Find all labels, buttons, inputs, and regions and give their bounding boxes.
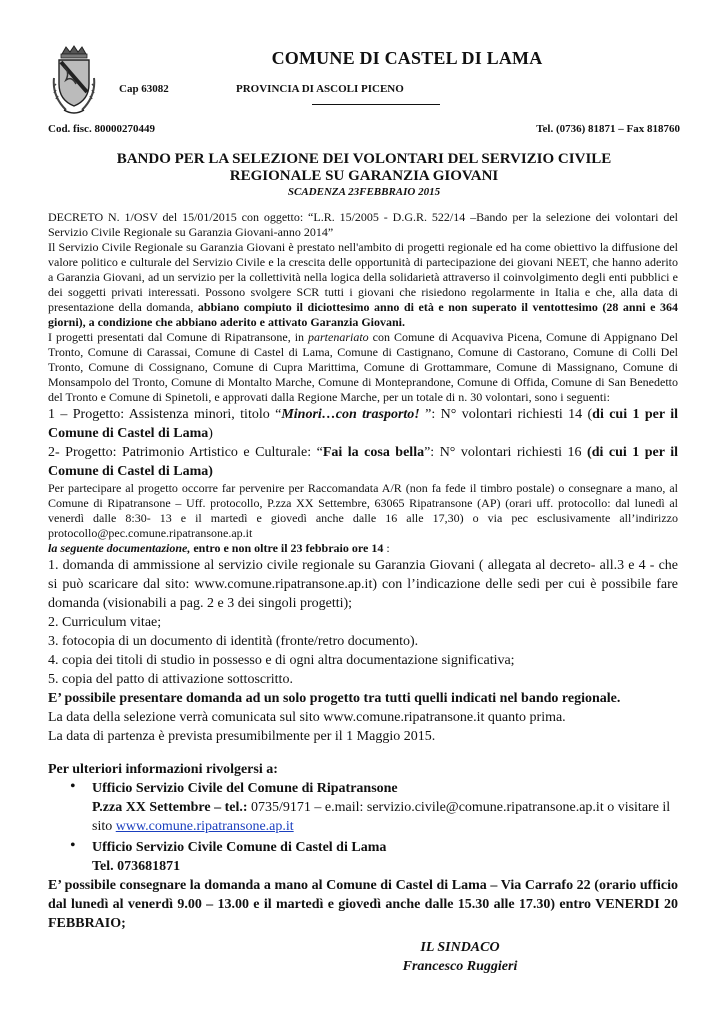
project-2-title: Fai la cosa bella [322,445,425,460]
intro-requirements: abbiano compiuto il diciottesimo anno di età e non superato il ventottesimo (28 anni e 364 giorni), a condizione che abbiano aderito e attivato Garanzia Giovani. [48,300,678,329]
ripatransone-website-link[interactable]: www.comune.ripatransone.ap.it [115,819,294,834]
doc-item-3: 3. fotocopia di un documento di identità (fronte/retro documento). [48,634,419,649]
projects-paragraph [48,330,678,405]
project-1-post: ) [208,426,213,441]
project-1-title: Minori…con trasporto! [281,407,420,422]
office-1-address: P.zza XX Settembre – tel.: [92,800,248,815]
fiscal-code: Cod. fisc. 80000270449 [48,123,155,135]
project-2 [48,443,678,481]
document-body [48,210,678,933]
hand-delivery-text: E’ possibile consegnare la domanda a mano al Comune di Castel di Lama – Via Carrafo 22 (orario ufficio dal lunedì al venerdì 9.00 – 13.00 e il martedì e giovedì anche dalle 15.30 alle 17.30) entro VENERDI 20 FEBBRAIO; [48,878,678,931]
documentation-deadline: entro e non oltre il 23 febbraio ore 14 [190,541,384,555]
doc-item-5: 5. copia del patto di attivazione sottoscritto. [48,672,293,687]
project-2-pre: 2- Progetto: Patrimonio Artistico e Culturale: “ [48,445,323,460]
deadline: SCADENZA 23FEBBRAIO 2015 [287,186,441,198]
bando-title-line2: REGIONALE SU GARANZIA GIOVANI [229,168,499,184]
project-2-mid: ”: N° volontari richiesti 16 [424,445,588,460]
bullet-icon: • [70,837,76,854]
signature-name: Francesco Ruggieri [402,959,518,974]
office-castel-di-lama [48,838,678,876]
projects-post: con Comune di Acquaviva Picena, Comune di Appignano Del Tronto, Comune di Carassai, Comune di Castel di Lama, Comune di Castignano, Comune di Castorano, Comune di Colli Del Tronto, Comune di Cossignano, Comune di Cupra Marittima, Comune di Grottammare, Comune di Massignano, Comune di Monsampolo del Tronto, Comune di Montalto Marche, Comune di Monteprandone, Comune di Offida, Comune di San Benedetto del Tronto e Comune di Spinetoli, e approvati dalla Regione Marche, per un totale di n. 30 volontari, sono i seguenti: [48,330,678,404]
bando-title [48,151,680,185]
project-1-mid: ”: N° volontari richiesti 14 ( [419,407,593,422]
doc-item-4: 4. copia dei titoli di studio in possesso e di ogni altra documentazione significativa; [48,653,515,668]
documentation-colon: : [383,541,390,555]
municipality-title: COMUNE DI CASTEL DI LAMA [271,48,543,68]
start-date: La data di partenza è prevista presumibilmente per il 1 Maggio 2015. [48,729,436,744]
submission-paragraph: Per partecipare al progetto occorre far pervenire per Raccomandata A/R (non fa fede il timbro postale) o consegnare a mano, al Comune di Ripatransone – Uff. protocollo, P.zza XX Settembre, 63065 Ripatransone (AP) (orari uff. protocollo: dal lunedì al venerdì dalle 8:30- 13 e il martedì e giovedì anche dalle 16 alle 17,30) o via pec esclusivamente all’indirizzo protocollo@pec.comune.ripatransone.ap.it [48,481,678,540]
projects-partnership: partenariato [308,330,369,344]
signature-block [380,938,540,976]
office-2-title: Ufficio Servizio Civile Comune di Castel di Lama [92,840,387,855]
header-phone: Tel. (0736) 81871 – Fax 818760 [536,123,680,135]
office-1-title: Ufficio Servizio Civile del Comune di Ripatransone [92,781,398,796]
project-1-quota: di cui 1 per il Comune di Castel di Lama [48,407,678,441]
doc-item-1: 1. domanda di ammissione al servizio civile regionale su Garanzia Giovani ( allegata al decreto- all.3 e 4 - che si può scaricare dal sito: www.comune.ripatransone.ap.it) con l’indicazione delle sedi per cui è possibile fare domanda (visionabili a pag. 2 e 3 dei singoli progetti); [48,558,678,611]
doc-item-2: 2. Curriculum vitae; [48,615,162,630]
cap-code: Cap 63082 [119,83,169,95]
office-2-phone: Tel. 073681871 [92,859,181,874]
project-1-pre: 1 – Progetto: Assistenza minori, titolo “ [48,407,282,422]
intro-text: Il Servizio Civile Regionale su Garanzia Giovani è prestato nell'ambito di progetti regionale ed ha come obiettivo la diffusione del valore politico e culturale del Servizio Civile e la crescita delle opportunità di partecipazione dei giovani NEET, che hanno aderito a Garanzia Giovani, ad un servizio per la collettività nella logica della solidarietà attraverso il coinvolgimento degli enti pubblici e dei soggetti privati interessati. Possono svolgere SCR tutti i giovani che risiedono regolarmente in Italia e che, alla data di presentazione della domanda, [48,240,678,314]
province-name: PROVINCIA DI ASCOLI PICENO [236,83,404,95]
documentation-line [48,541,678,556]
single-project-notice [48,689,678,708]
bando-title-line1: BANDO PER LA SELEZIONE DEI VOLONTARI DEL SERVIZIO CIVILE [116,151,612,167]
office-1-contacts: 0735/9171 – e.mail: servizio.civile@comune.ripatransone.ap.it o visitare il sito [92,800,671,834]
signature-role: IL SINDACO [420,940,500,955]
project-1 [48,405,678,443]
info-heading [48,760,678,779]
documentation-italic: la seguente documentazione, [48,541,191,555]
intro-paragraph [48,240,678,330]
project-2-quota: (di cui 1 per il Comune di Castel di Lama) [48,445,678,479]
decreto-paragraph: DECRETO N. 1/OSV del 15/01/2015 con oggetto: “L.R. 15/2005 - D.G.R. 522/14 –Bando per la selezione dei volontari del Servizio Civile Regionale su Garanzia Giovani-anno 2014” [48,210,678,239]
bullet-icon: • [70,778,76,795]
single-project-text: E’ possibile presentare domanda ad un solo progetto tra tutti quelli indicati nel bando regionale. [48,691,621,706]
header-divider [312,104,440,105]
hand-delivery-notice [48,876,678,933]
projects-pre: I progetti presentati dal Comune di Ripatransone, in [48,330,309,344]
office-ripatransone [48,779,678,836]
selection-date: La data della selezione verrà comunicata sul sito www.comune.ripatransone.it quanto prima. [48,710,566,725]
info-heading-text: Per ulteriori informazioni rivolgersi a: [48,762,278,777]
